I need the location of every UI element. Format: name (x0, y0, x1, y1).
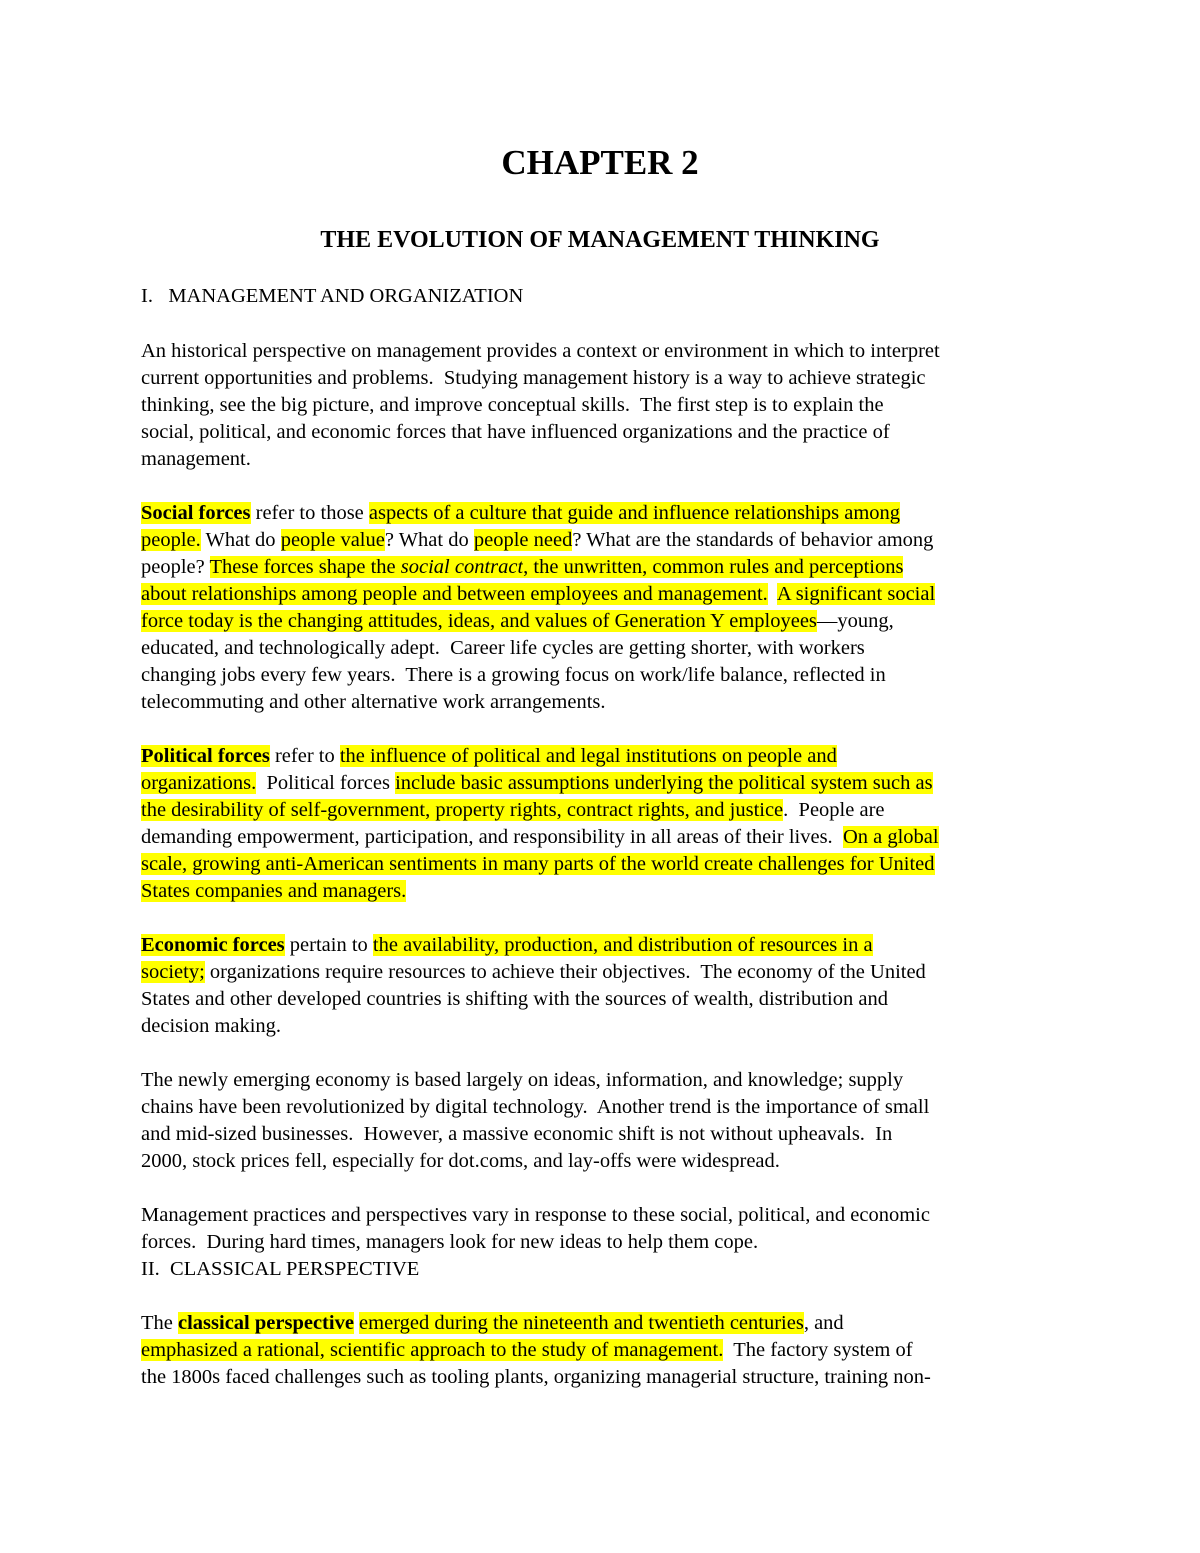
text-line (141, 1338, 913, 1364)
text-span: forces. During hard times, managers look for new ideas to help them cope. (141, 1231, 759, 1253)
text-line (141, 501, 900, 527)
text-span (768, 583, 777, 605)
text-span: management. (141, 448, 251, 470)
highlighted-text: people need (473, 529, 573, 551)
highlighted-text: aspects of a culture that guide and influence relationships among (368, 502, 901, 524)
chapter-title: THE EVOLUTION OF MANAGEMENT THINKING (320, 227, 880, 253)
highlighted-text: emphasized a rational, scientific approach to the study of management. (141, 1339, 724, 1361)
highlighted-text: scale, growing anti-American sentiments in many parts of the world create challenges for United (141, 853, 935, 875)
text-line (141, 555, 903, 581)
text-span: II. CLASSICAL PERSPECTIVE (141, 1258, 420, 1280)
text-span: educated, and technologically adept. Career life cycles are getting shorter, with workers (141, 637, 865, 659)
text-span: telecommuting and other alternative work arrangements. (141, 691, 606, 713)
text-span: pertain to (284, 934, 373, 956)
text-line (141, 933, 873, 959)
text-line (141, 1230, 758, 1256)
text-span: —young, (816, 610, 894, 632)
text-line (141, 771, 933, 797)
text-line (141, 1311, 844, 1337)
text-line (141, 825, 939, 851)
text-span: An historical perspective on management provides a context or environment in which to interpret (141, 340, 940, 362)
text-span: chains have been revolutionized by digital technology. Another trend is the importance of small (141, 1096, 930, 1118)
text-line (141, 852, 935, 878)
text-span: ? What are the standards of behavior among (572, 529, 934, 551)
text-line (141, 609, 894, 635)
text-line (141, 879, 406, 905)
text-line (141, 798, 885, 824)
text-line (141, 339, 940, 365)
text-span: thinking, see the big picture, and improve conceptual skills. The first step is to explain the (141, 394, 884, 416)
text-line (141, 1365, 931, 1391)
text-span: I. MANAGEMENT AND ORGANIZATION (141, 285, 524, 307)
text-line (141, 987, 888, 1013)
text-span: demanding empowerment, participation, and responsibility in all areas of their lives. (141, 826, 843, 848)
text-line (141, 1149, 780, 1175)
text-line (141, 1068, 903, 1094)
text-span: 2000, stock prices fell, especially for dot.coms, and lay-offs were widespread. (141, 1150, 780, 1172)
highlighted-text: organizations. (141, 772, 257, 794)
text-span: people? (141, 556, 210, 578)
highlighted-text: On a global (842, 826, 939, 848)
highlighted-text: classical perspective (178, 1312, 354, 1334)
text-line (141, 1257, 419, 1283)
highlighted-text: people value (280, 529, 385, 551)
text-line (141, 366, 926, 392)
highlighted-text: social contract (400, 556, 524, 578)
highlighted-text: A significant social (776, 583, 936, 605)
highlighted-text: society; (141, 961, 205, 983)
text-line (141, 284, 523, 310)
text-line (141, 690, 606, 716)
text-line (141, 1203, 930, 1229)
highlighted-text: force today is the changing attitudes, ideas, and values of Generation Y employees (141, 610, 817, 632)
text-span: changing jobs every few years. There is a growing focus on work/life balance, reflected in (141, 664, 886, 686)
text-span: refer to (269, 745, 340, 767)
text-line (141, 393, 884, 419)
text-span: organizations require resources to achieve their objectives. The economy of the United (204, 961, 926, 983)
text-span: The newly emerging economy is based largely on ideas, information, and knowledge; supply (141, 1069, 904, 1091)
text-span: The factory system of (723, 1339, 913, 1361)
text-line (141, 960, 926, 986)
text-span: , and (803, 1312, 844, 1334)
text-line (141, 582, 935, 608)
highlighted-text: the desirability of self-government, property rights, contract rights, and justice (141, 799, 784, 821)
text-line (141, 1122, 892, 1148)
text-line (141, 1095, 929, 1121)
highlighted-text: These forces shape the (209, 556, 401, 578)
text-span: Political forces (256, 772, 396, 794)
highlighted-text: Social forces (141, 502, 251, 524)
text-span: and mid-sized businesses. However, a massive economic shift is not without upheavals. In (141, 1123, 893, 1145)
text-span: decision making. (141, 1015, 282, 1037)
highlighted-text: Economic forces (141, 934, 285, 956)
highlighted-text: Political forces (141, 745, 270, 767)
text-line (141, 528, 933, 554)
highlighted-text: include basic assumptions underlying the political system such as (395, 772, 933, 794)
text-span: current opportunities and problems. Studying management history is a way to achieve strategic (141, 367, 926, 389)
text-line (141, 636, 865, 662)
text-span: What do (200, 529, 281, 551)
text-span: ? What do (384, 529, 474, 551)
highlighted-text: the availability, production, and distribution of resources in a (372, 934, 873, 956)
text-span: The (141, 1312, 178, 1334)
highlighted-text: about relationships among people and between employees and management. (141, 583, 768, 605)
text-span: Management practices and perspectives vary in response to these social, political, and economic (141, 1204, 930, 1226)
text-span: . People are (783, 799, 885, 821)
text-line (141, 420, 890, 446)
highlighted-text: the influence of political and legal institutions on people and (339, 745, 837, 767)
highlighted-text: emerged during the nineteenth and twentieth centuries (359, 1312, 804, 1334)
text-line (141, 744, 837, 770)
text-line (141, 1014, 281, 1040)
text-span: the 1800s faced challenges such as tooling plants, organizing managerial structure, training non- (141, 1366, 931, 1388)
text-line (141, 663, 886, 689)
text-span: social, political, and economic forces that have influenced organizations and the practice of (141, 421, 890, 443)
text-span: States and other developed countries is shifting with the sources of wealth, distribution and (141, 988, 888, 1010)
chapter-heading: CHAPTER 2 (501, 143, 699, 182)
text-line (141, 447, 251, 473)
highlighted-text: States companies and managers. (141, 880, 407, 902)
highlighted-text: , the unwritten, common rules and perceptions (523, 556, 904, 578)
text-span: refer to those (250, 502, 369, 524)
highlighted-text: people. (141, 529, 201, 551)
